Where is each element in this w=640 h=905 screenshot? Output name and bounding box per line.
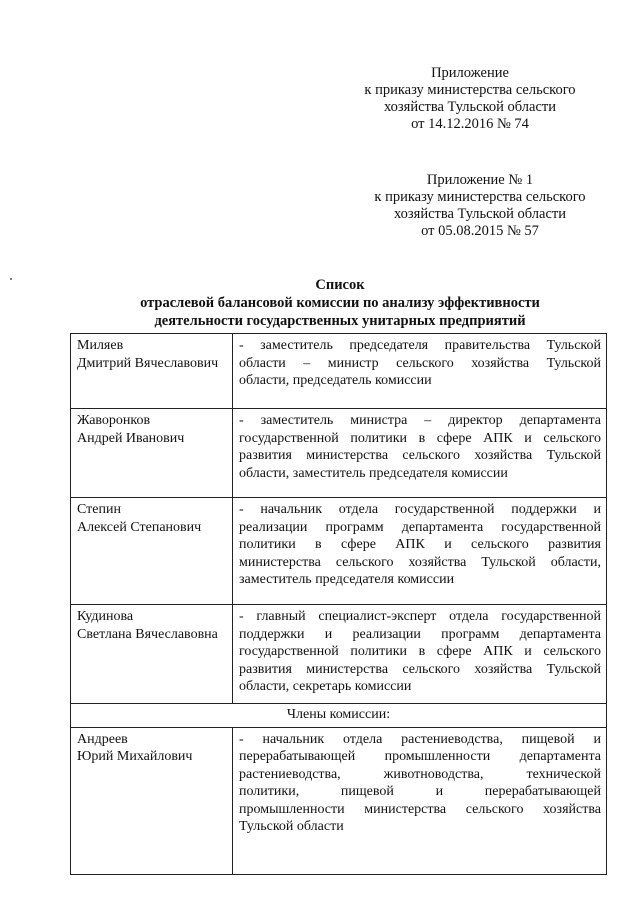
member-surname: Андреев (77, 731, 128, 747)
members-section-row (71, 704, 607, 728)
role-line: растениеводства, животноводства, технической (239, 766, 601, 782)
member-name-cell (71, 605, 233, 704)
role-line: государственной политики в сфере АПК и сельского (239, 644, 601, 659)
member-role-cell (233, 334, 607, 409)
role-line: - начальник отдела растениеводства, пищевой и (239, 731, 601, 747)
role-line: области – министр сельского хозяйства Тульской (239, 355, 601, 371)
role-line: реализации программ департамента государственной (239, 519, 601, 535)
annex-header-current (345, 65, 595, 133)
role-line: развития министерства сельского хозяйства Тульской (239, 448, 601, 463)
role-line: - начальник отдела государственной поддержки и (239, 502, 601, 517)
member-name-cell (71, 409, 233, 498)
annex-header-original (355, 172, 605, 240)
annex-header-line: хозяйства Тульской области (383, 99, 557, 115)
role-line: области, секретарь комиссии (239, 679, 412, 694)
title-line: отраслевой балансовой комиссии по анализу эффективности (140, 295, 540, 311)
member-role-cell (233, 605, 607, 704)
table-row (71, 409, 607, 498)
role-line: - главный специалист-эксперт отдела государственной (239, 609, 601, 624)
member-given-names: Юрий Михайлович (77, 749, 193, 764)
member-name-cell (71, 498, 233, 605)
role-line: области, заместитель председателя комиссии (239, 465, 508, 481)
annex-header-line: к приказу министерства сельского (364, 82, 576, 98)
title-line: Список (315, 277, 365, 293)
member-role-cell (233, 727, 607, 874)
members-section-label: Члены комиссии: (71, 704, 607, 728)
member-surname: Миляев (77, 338, 124, 353)
table-row (71, 498, 607, 605)
member-given-names: Дмитрий Вячеславович (77, 355, 219, 371)
annex-header-line: от 05.08.2015 № 57 (421, 223, 539, 239)
member-given-names: Светлана Вячеславовна (77, 626, 218, 642)
member-given-names: Андрей Иванович (77, 430, 185, 446)
member-name-cell (71, 334, 233, 409)
role-line: политики в сфере АПК и сельского развития (239, 537, 601, 552)
table-row (71, 334, 607, 409)
annex-header-line: Приложение № 1 (426, 172, 534, 188)
annex-header-line: хозяйства Тульской области (393, 206, 567, 222)
role-line: области, председатель комиссии (239, 373, 432, 388)
commission-table (70, 333, 607, 875)
table-row (71, 727, 607, 874)
annex-header-line: к приказу министерства сельского (374, 189, 586, 205)
member-surname: Кудинова (77, 609, 134, 624)
title-line: деятельности государственных унитарных предприятий (154, 313, 526, 329)
role-line: Тульской области (239, 819, 344, 834)
role-line: - заместитель министра – директор департамента (239, 413, 601, 428)
member-surname: Степин (77, 502, 121, 517)
annex-header-line: от 14.12.2016 № 74 (411, 116, 529, 132)
role-line: государственной политики в сфере АПК и сельского (239, 430, 601, 446)
annex-header-line: Приложение (431, 65, 509, 81)
member-role-cell (233, 498, 607, 605)
role-line: промышленности министерства сельского хозяйства (239, 801, 601, 817)
role-line: министерства сельского хозяйства Тульской области, (239, 554, 601, 570)
role-line: заместитель председателя комиссии (239, 572, 455, 587)
role-line: поддержки и реализации программ департамента (239, 626, 601, 642)
role-line: политики, пищевой и перерабатывающей (239, 784, 601, 799)
member-given-names: Алексей Степанович (77, 519, 202, 535)
member-surname: Жаворонков (77, 413, 151, 428)
member-role-cell (233, 409, 607, 498)
table-row (71, 605, 607, 704)
member-name-cell (71, 727, 233, 874)
scan-speck (10, 278, 12, 280)
role-line: - заместитель председателя правительства Тульской (239, 338, 601, 353)
document-title (80, 276, 600, 330)
role-line: развития министерства сельского хозяйства Тульской (239, 661, 601, 677)
role-line: перерабатывающей промышленности департамента (239, 749, 601, 764)
